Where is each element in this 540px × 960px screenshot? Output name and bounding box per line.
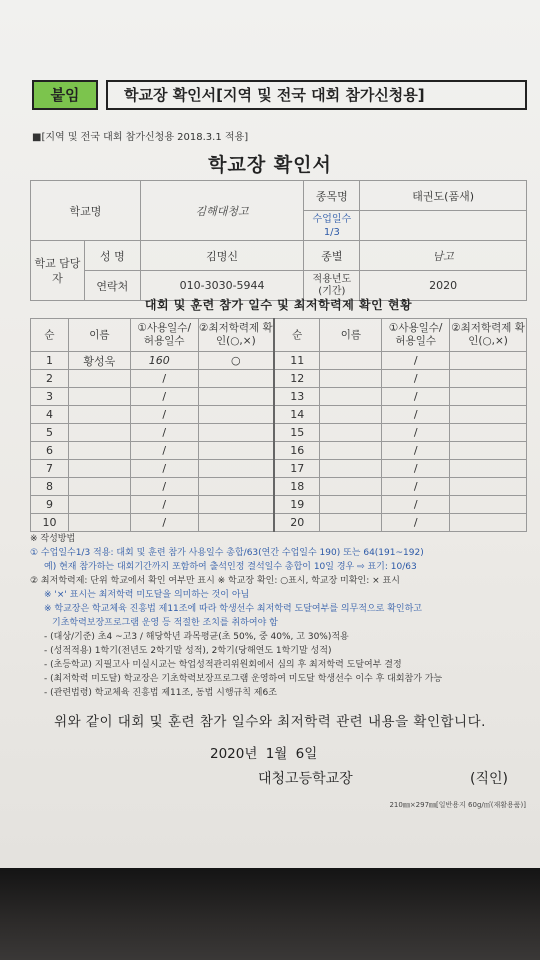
row-days: /	[130, 370, 198, 388]
row-no-2: 17	[274, 460, 320, 478]
note-1b: 예) 현재 참가하는 대회기간까지 포함하여 출석인정 결석일수 총합이 10일 경우 ⇨ 표기: 10/63	[44, 562, 417, 572]
row-name	[68, 460, 130, 478]
note-1a: ① 수업일수1/3 적용: 대회 및 훈련 참가 사용일수 총합/63(연간 수업일수 190) 또는 64(191~192)	[30, 548, 424, 558]
year-value: 2020	[360, 271, 527, 301]
row-academic-mark-2	[450, 478, 527, 496]
table-row	[31, 424, 527, 442]
table-row	[31, 352, 527, 370]
row-academic-mark	[198, 406, 274, 424]
row-academic-mark	[198, 424, 274, 442]
row-academic-mark	[198, 442, 274, 460]
header	[32, 80, 527, 112]
table-row	[31, 514, 527, 532]
col-header-name-2: 이름	[320, 319, 382, 352]
row-name	[68, 370, 130, 388]
sport-value: 태권도(품새)	[360, 181, 527, 211]
name-label: 성 명	[84, 241, 140, 271]
writing-instructions	[30, 532, 530, 700]
paper-spec: 210㎜×297㎜[일반용지 60g/㎡(재활용품)]	[389, 801, 526, 809]
row-no-2: 16	[274, 442, 320, 460]
row-academic-mark-2	[450, 460, 527, 478]
row-days-2: /	[382, 496, 450, 514]
note-2b: ※ '×' 표시는 최저학력 미도달을 의미하는 것이 아님	[44, 590, 250, 600]
background-surface	[0, 868, 540, 960]
row-days-2: /	[382, 478, 450, 496]
row-name	[68, 424, 130, 442]
row-days-2: /	[382, 424, 450, 442]
attachment-badge: 붙임	[32, 80, 98, 110]
principal-signature-line: 대청고등학교장	[258, 771, 353, 787]
row-days: /	[130, 424, 198, 442]
contact-value: 010-3030-5944	[140, 271, 304, 301]
year-label: 적용년도 (기간)	[304, 271, 360, 301]
row-no: 1	[31, 352, 69, 370]
row-days: /	[130, 460, 198, 478]
col-header-no: 순	[31, 319, 69, 352]
gender-label: 종별	[304, 241, 360, 271]
name-value: 김명신	[140, 241, 304, 271]
row-days-2: /	[382, 442, 450, 460]
row-academic-mark	[198, 460, 274, 478]
note-list-4: - (최저학력 미도달) 학교장은 기초학력보장프로그램 운영하여 미도달 학생선수 이수 후 대회참가 가능	[44, 674, 443, 684]
row-name	[68, 496, 130, 514]
row-academic-mark	[198, 514, 274, 532]
row-academic-mark-2	[450, 406, 527, 424]
attendance-value	[360, 211, 527, 241]
col-header-days-2: ①사용일수/ 허용일수	[382, 319, 450, 352]
row-days-2: /	[382, 352, 450, 370]
row-no: 7	[31, 460, 69, 478]
contact-label: 연락처	[84, 271, 140, 301]
row-days: /	[130, 514, 198, 532]
row-name-2	[320, 496, 382, 514]
section-title: 대회 및 훈련 참가 일수 및 최저학력제 확인 현황	[144, 298, 413, 312]
table-row	[31, 496, 527, 514]
row-days: 160	[130, 352, 198, 370]
notes-heading: ※ 작성방법	[30, 534, 76, 544]
row-academic-mark-2	[450, 496, 527, 514]
confirmation-statement: 위와 같이 대회 및 훈련 참가 일수와 최저학력 관련 내용을 확인합니다.	[54, 714, 486, 730]
row-no-2: 11	[274, 352, 320, 370]
row-no: 4	[31, 406, 69, 424]
issue-date: 2020년 1월 6일	[210, 746, 318, 762]
form-title: 학교장 확인서[지역 및 전국 대회 참가신청용]	[106, 80, 527, 110]
note-2d: 기초학력보장프로그램 운영 등 적절한 조치를 취하여야 함	[52, 618, 278, 628]
row-academic-mark	[198, 370, 274, 388]
col-header-no-2: 순	[274, 319, 320, 352]
row-no: 3	[31, 388, 69, 406]
note-list-3: - (초등학교) 지필고사 미실시교는 학업성적관리위원회에서 심의 후 최저학력 도달여부 결정	[44, 660, 402, 670]
row-name	[68, 514, 130, 532]
col-header-name: 이름	[68, 319, 130, 352]
row-days: /	[130, 478, 198, 496]
col-header-academic-2: ②최저학력제 확인(○,×)	[450, 319, 527, 352]
row-days-2: /	[382, 388, 450, 406]
row-name	[68, 442, 130, 460]
row-days: /	[130, 388, 198, 406]
row-days-2: /	[382, 370, 450, 388]
participation-table	[30, 318, 527, 532]
row-academic-mark-2	[450, 442, 527, 460]
row-no: 2	[31, 370, 69, 388]
row-days: /	[130, 406, 198, 424]
row-no-2: 12	[274, 370, 320, 388]
row-academic-mark-2	[450, 370, 527, 388]
row-no: 8	[31, 478, 69, 496]
note-2c: ※ 학교장은 학교체육 진흥법 제11조에 따라 학생선수 최저학력 도달여부를 의무적으로 확인하고	[44, 604, 422, 614]
table-row	[31, 370, 527, 388]
row-name-2	[320, 478, 382, 496]
row-name-2	[320, 424, 382, 442]
row-name-2	[320, 370, 382, 388]
row-academic-mark	[198, 478, 274, 496]
row-academic-mark	[198, 496, 274, 514]
row-no-2: 20	[274, 514, 320, 532]
row-name	[68, 478, 130, 496]
table-row	[31, 460, 527, 478]
attendance-label: 수업일수 1/3	[304, 211, 360, 241]
school-value: 김해대청고	[140, 181, 304, 241]
row-no: 9	[31, 496, 69, 514]
table-row	[31, 406, 527, 424]
row-academic-mark	[198, 388, 274, 406]
table-row	[31, 478, 527, 496]
note-2a: ② 최저학력제: 단위 학교에서 확인 여부만 표시 ※ 학교장 확인: ○표시, 학교장 미확인: × 표시	[30, 576, 400, 586]
row-no: 5	[31, 424, 69, 442]
row-days-2: /	[382, 460, 450, 478]
row-name: 황성욱	[68, 352, 130, 370]
col-header-days: ①사용일수/ 허용일수	[130, 319, 198, 352]
row-name-2	[320, 442, 382, 460]
table-row	[31, 388, 527, 406]
row-academic-mark: ○	[198, 352, 274, 370]
row-no: 10	[31, 514, 69, 532]
row-name-2	[320, 460, 382, 478]
row-academic-mark-2	[450, 424, 527, 442]
row-days-2: /	[382, 514, 450, 532]
row-days: /	[130, 496, 198, 514]
note-list-2: - (성적적용) 1학기(전년도 2학기말 성적), 2학기(당해연도 1학기말 성적)	[44, 646, 332, 656]
form-note: ■[지역 및 전국 대회 참가신청용 2018.3.1 적용]	[32, 132, 249, 143]
row-academic-mark-2	[450, 514, 527, 532]
row-name	[68, 406, 130, 424]
row-days-2: /	[382, 406, 450, 424]
officer-label: 학교 담당자	[31, 241, 85, 301]
row-name	[68, 388, 130, 406]
table-header-row	[31, 319, 527, 352]
row-academic-mark-2	[450, 352, 527, 370]
row-no: 6	[31, 442, 69, 460]
page-title: 학교장 확인서	[208, 154, 332, 176]
row-name-2	[320, 406, 382, 424]
sport-label: 종목명	[304, 181, 360, 211]
gender-value: 남고	[360, 241, 527, 271]
note-list-5: - (관련법령) 학교체육 진흥법 제11조, 동법 시행규칙 제6조	[44, 688, 277, 698]
row-no-2: 18	[274, 478, 320, 496]
row-no-2: 19	[274, 496, 320, 514]
note-list-1: - (대상/기준) 초4 ~고3 / 해당학년 과목평균(초 50%, 중 40%, 고 30%)적용	[44, 632, 349, 642]
row-days: /	[130, 442, 198, 460]
school-info-table	[30, 180, 527, 301]
row-no-2: 15	[274, 424, 320, 442]
col-header-academic: ②최저학력제 확인(○,×)	[198, 319, 274, 352]
school-label: 학교명	[31, 181, 141, 241]
official-seal-label: (직인)	[470, 771, 508, 787]
row-name-2	[320, 514, 382, 532]
row-academic-mark-2	[450, 388, 527, 406]
row-name-2	[320, 388, 382, 406]
row-no-2: 14	[274, 406, 320, 424]
row-name-2	[320, 352, 382, 370]
table-row	[31, 442, 527, 460]
row-no-2: 13	[274, 388, 320, 406]
